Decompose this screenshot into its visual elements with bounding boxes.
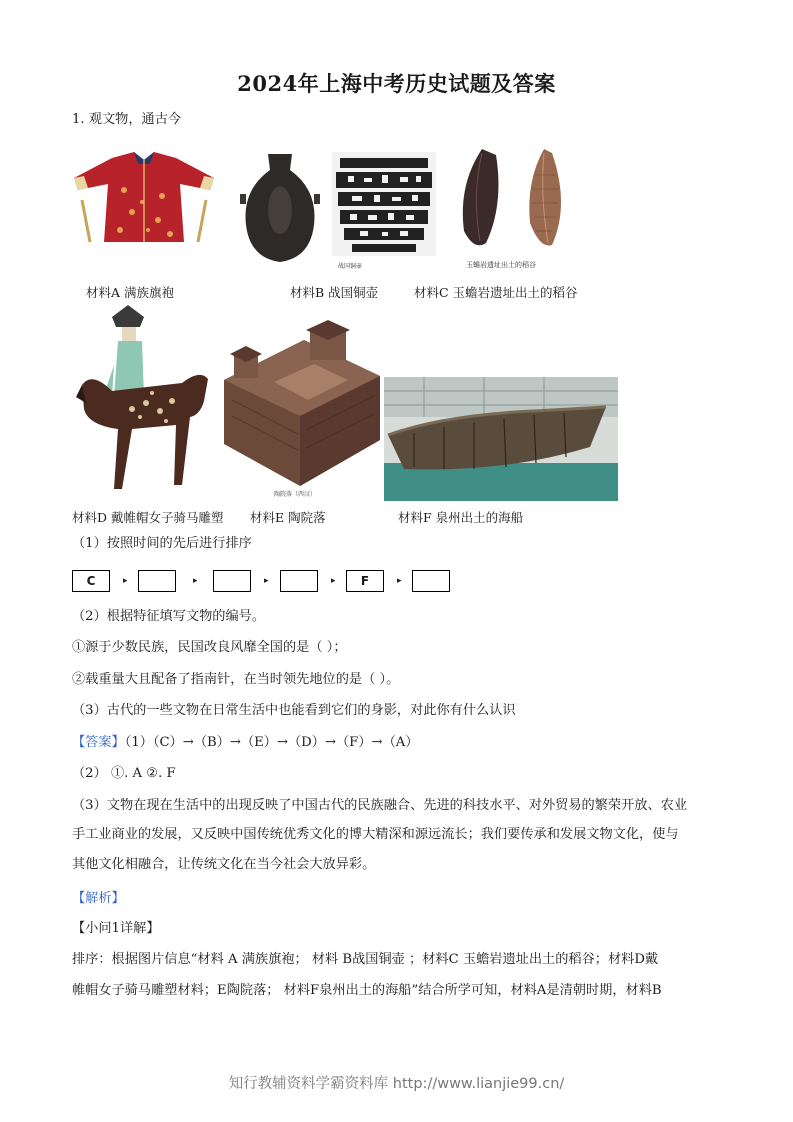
order-box-4[interactable]	[280, 570, 318, 592]
order-box-6[interactable]	[412, 570, 450, 592]
answer-line-1	[72, 733, 418, 753]
answer-line-2: （2） ①. A ②. F	[72, 766, 176, 781]
sub-question-2-item-2: ②载重量大且配备了指南针，在当时领先地位的是（ ）。	[72, 672, 400, 687]
order-arrow-3: ▸	[264, 576, 269, 586]
caption-f: 材料F 泉州出土的海船	[398, 510, 524, 525]
caption-d: 材料D 戴帷帽女子骑马雕塑	[72, 510, 224, 525]
caption-e: 材料E 陶院落	[250, 510, 326, 525]
sub-question-2: （2）根据特征填写文物的编号。	[72, 609, 266, 624]
caption-a: 材料A 满族旗袍	[86, 285, 175, 300]
horse-rider-image	[72, 305, 212, 500]
order-arrow-4: ▸	[331, 576, 336, 586]
caption-c: 材料C 玉蟾岩遗址出土的稻谷	[414, 285, 578, 300]
analysis-label: 【解析】	[72, 891, 125, 906]
analysis-line-2: 帷帽女子骑马雕塑材料；E陶院落； 材料F泉州出土的海船”结合所学可知，材料A是清朝时期，材料B	[72, 983, 662, 998]
rice-grain-small-label: 玉蟾岩遗址出土的稻谷	[466, 261, 536, 269]
answer-text-1: （1）（C）→（B）→（E）→（D）→（F）→（A）	[124, 735, 419, 750]
sub-question-3: （3）古代的一些文物在日常生活中也能看到它们的身影，对此你有什么认识	[72, 703, 516, 718]
answer-line-3b: 手工业商业的发展，又反映中国传统优秀文化的博大精深和源远流长；我们要传承和发展文物文化，使与	[72, 827, 679, 842]
order-box-5[interactable]: F	[346, 570, 384, 592]
rice-grain-image	[452, 145, 582, 270]
bronze-pot-small-label: 战国铜壶	[338, 263, 363, 270]
analysis-sub-heading: 【小问1详解】	[72, 921, 160, 936]
page-footer: 知行教辅资料学霸资料库 http://www.lianjie99.cn/	[228, 1076, 565, 1092]
caption-b: 材料B 战国铜壶	[290, 285, 379, 300]
pottery-courtyard-image	[214, 320, 384, 500]
order-box-3[interactable]	[213, 570, 251, 592]
qipao-image	[72, 150, 217, 245]
answer-line-3a: （3）文物在现在生活中的出现反映了中国古代的民族融合、先进的科技水平、对外贸易的繁荣开放、农业	[72, 798, 688, 813]
question-1-heading: 1. 观文物，通古今	[72, 112, 182, 127]
analysis-line-1: 排序：根据图片信息“材料 A 满族旗袍； 材料 B战国铜壶 ；材料C 玉蟾岩遗址出土的稻谷；材料D戴	[72, 952, 659, 967]
order-box-2[interactable]	[138, 570, 176, 592]
order-arrow-1: ▸	[123, 576, 128, 586]
order-arrow-5: ▸	[397, 576, 402, 586]
ship-image	[384, 377, 618, 501]
order-arrow-2: ▸	[193, 576, 198, 586]
sub-question-1: （1）按照时间的先后进行排序	[72, 536, 252, 551]
courtyard-small-label: 陶院落（西汉）	[274, 491, 317, 498]
order-box-1[interactable]: C	[72, 570, 110, 592]
bronze-pot-image	[240, 150, 450, 275]
answer-line-3c: 其他文化相融合，让传统文化在当今社会大放异彩。	[72, 857, 376, 872]
sub-question-2-item-1: ①源于少数民族，民国改良风靡全国的是（ ）；	[72, 640, 347, 655]
page-title: 2024年上海中考历史试题及答案	[237, 71, 556, 96]
answer-label: 【答案】	[72, 735, 125, 750]
